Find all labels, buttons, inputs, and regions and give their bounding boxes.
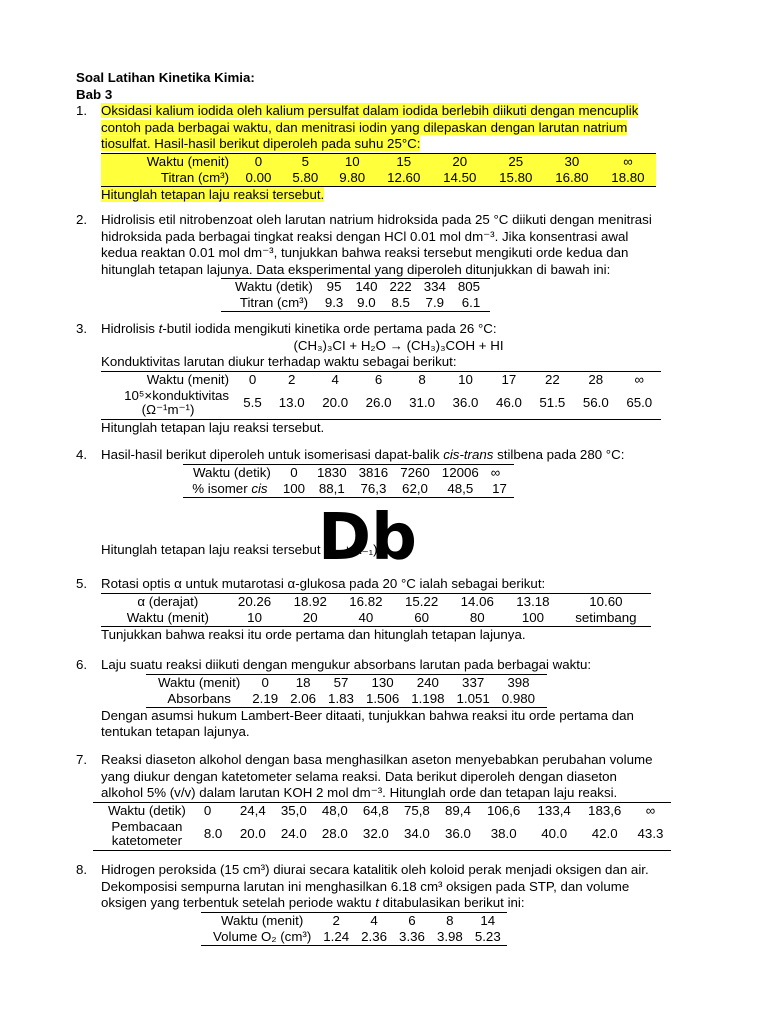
question-number: 7. — [76, 752, 88, 767]
table-cell: 0 — [277, 464, 311, 481]
table-cell: 10.60 — [561, 593, 651, 610]
table-cell: 3.98 — [431, 929, 469, 946]
table-cell: 7260 — [394, 464, 436, 481]
question-number: 3. — [76, 321, 88, 336]
table-cell: 28.0 — [314, 819, 355, 851]
table-cell: 6.1 — [452, 295, 490, 312]
question-text: Tunjukkan bahwa reaksi itu orde pertama dan hitunglah tetapan lajunya. — [101, 626, 526, 642]
table-cell: 95 — [319, 279, 350, 296]
table-cell: 9.0 — [349, 295, 383, 312]
question-number: 5. — [76, 576, 88, 591]
table-cell: 48,0 — [314, 802, 355, 819]
row-label: 10⁵×konduktivitas — [124, 387, 230, 403]
question-text: Reaksi diaseton alkohol dengan basa menghasilkan aseton menyebabkan perubahan volume — [101, 752, 653, 767]
data-table — [93, 802, 671, 851]
question-text: ditabulasikan berikut ini: — [378, 895, 525, 910]
data-table — [183, 464, 514, 498]
table-cell: 64,8 — [355, 802, 396, 819]
question-text: Hidrolisis etil nitrobenzoat oleh larutan natrium hidroksida pada 25 °C diikuti dengan menitrasi — [101, 212, 652, 227]
table-cell: 0 — [235, 371, 270, 388]
question-number: 4. — [76, 447, 88, 462]
table-cell: 1.198 — [405, 691, 450, 708]
table-cell: 40 — [338, 610, 394, 627]
table-cell: 22 — [531, 371, 574, 388]
table-cell: 14.06 — [449, 593, 505, 610]
table-cell: Absorbans — [146, 691, 246, 708]
table-cell: 30 — [544, 153, 600, 170]
table-cell — [183, 481, 277, 498]
table-cell: 12006 — [436, 464, 485, 481]
document-title: Soal Latihan Kinetika Kimia: — [76, 70, 255, 85]
table-cell: 1.051 — [451, 691, 496, 708]
table-cell: 3.36 — [393, 929, 431, 946]
question-number: 8. — [76, 862, 88, 877]
table-cell: 1.506 — [360, 691, 405, 708]
table-cell: 5.23 — [469, 929, 507, 946]
table-cell: 24,4 — [232, 802, 273, 819]
table-cell: 15.80 — [488, 170, 544, 187]
table-cell: Waktu (detik) — [221, 279, 319, 296]
table-cell: Waktu (menit) — [101, 610, 227, 627]
table-cell: 56.0 — [574, 388, 617, 420]
question-text-italic: t — [375, 895, 379, 910]
table-cell: 4 — [313, 371, 356, 388]
table-cell: 42.0 — [579, 819, 630, 851]
question-text-italic: t — [158, 321, 163, 336]
data-table — [101, 153, 656, 187]
table-cell: 35,0 — [273, 802, 314, 819]
table-cell: 2 — [270, 371, 313, 388]
table-cell: 5.80 — [282, 170, 329, 187]
table-cell: 9.80 — [329, 170, 376, 187]
question-text: yang diukur dengan katetometer selama reaksi. Data berikut diperoleh dengan diaseton — [101, 768, 617, 784]
table-cell: 12.60 — [376, 170, 432, 187]
table-cell: 43.3 — [630, 819, 671, 851]
question-text: Dekomposisi sempurna larutan ini menghasilkan 6.18 cm³ oksigen pada STP, dan volume — [101, 878, 630, 894]
question-text: contoh pada berbagai waktu, dan menitrasi iodin yang dilepaskan dengan larutan natrium — [101, 119, 628, 135]
row-label-italic: cis — [251, 480, 268, 496]
table-cell: 51.5 — [531, 388, 574, 420]
table-cell: 1830 — [311, 464, 353, 481]
table-cell: 16.80 — [544, 170, 600, 187]
table-cell: 18.92 — [282, 593, 338, 610]
table-cell: 18 — [284, 674, 322, 691]
question-text: Hasil-hasil berikut diperoleh untuk isomerisasi dapat-balik — [101, 447, 444, 462]
table-cell: 20 — [282, 610, 338, 627]
table-cell: 26.0 — [357, 388, 400, 420]
table-cell: 15.22 — [394, 593, 450, 610]
table-cell: 0.00 — [235, 170, 282, 187]
table-cell: 89,4 — [437, 802, 478, 819]
table-cell: 100 — [505, 610, 561, 627]
question-text: oksigen yang terbentuk setelah periode waktu — [101, 895, 376, 910]
table-cell: 8.5 — [384, 295, 418, 312]
question-text: -butil iodida mengikuti kinetika orde pertama pada 26 °C: — [162, 321, 497, 336]
table-cell: 100 — [277, 481, 311, 498]
table-cell: 10 — [227, 610, 283, 627]
table-cell: 15 — [376, 153, 432, 170]
table-cell: 183,6 — [579, 802, 630, 819]
table-cell: 75,8 — [396, 802, 437, 819]
table-cell: 18.80 — [600, 170, 656, 187]
table-cell: Titran (cm³) — [101, 170, 235, 187]
table-cell: setimbang — [561, 610, 651, 627]
table-cell: Waktu (detik) — [93, 802, 201, 819]
table-cell: 31.0 — [400, 388, 443, 420]
table-cell: 40.0 — [529, 819, 580, 851]
table-cell: 8 — [431, 912, 469, 929]
table-cell: 2 — [317, 912, 355, 929]
table-cell: 17 — [487, 371, 530, 388]
table-cell: 5 — [282, 153, 329, 170]
table-cell: 20 — [432, 153, 488, 170]
table-cell: 0 — [201, 802, 233, 819]
table-cell: 76,3 — [353, 481, 395, 498]
question-text: Hidrogen peroksida (15 cm³) diurai secara katalitik oleh koloid perak menjadi oksigen dan air. — [101, 862, 649, 877]
question-text: hitunglah tetapan lajunya. Data eksperimental yang diperoleh ditunjukkan di bawah ini: — [101, 261, 611, 277]
reaction-equation: (CH₃)₃CI + H₂O → (CH₃)₃COH + HI — [293, 337, 504, 353]
table-cell: 240 — [405, 674, 450, 691]
table-cell: 398 — [496, 674, 547, 691]
table-cell: Waktu (menit) — [101, 371, 235, 388]
table-cell: 38.0 — [478, 819, 529, 851]
chapter-label: Bab 3 — [76, 87, 113, 102]
table-cell: 65.0 — [618, 388, 661, 420]
table-cell: 57 — [322, 674, 360, 691]
table-cell: 222 — [384, 279, 418, 296]
question-text: Laju suatu reaksi diikuti dengan mengukur absorbans larutan pada berbagai waktu: — [101, 657, 592, 672]
table-cell: 1.83 — [322, 691, 360, 708]
table-cell: 0 — [235, 153, 282, 170]
table-cell: 62,0 — [394, 481, 436, 498]
data-table — [101, 593, 651, 627]
question-text: Konduktivitas larutan diukur terhadap waktu sebagai berikut: — [101, 354, 457, 369]
question-text: stilbena pada 280 °C: — [493, 447, 625, 462]
table-cell: 6 — [357, 371, 400, 388]
table-cell: 10 — [329, 153, 376, 170]
question-text: Oksidasi kalium iodida oleh kalium persulfat dalam iodida berlebih diikuti dengan mencuplik — [101, 103, 639, 118]
question-text: Dengan asumsi hukum Lambert-Beer ditaati, tunjukkan bahwa reaksi itu orde pertama dan — [101, 707, 634, 723]
question-number: 1. — [76, 103, 88, 118]
table-cell: 337 — [451, 674, 496, 691]
table-cell: 13.0 — [270, 388, 313, 420]
table-cell: Volume O₂ (cm³) — [201, 929, 317, 946]
table-cell: 13.18 — [505, 593, 561, 610]
table-cell: 25 — [488, 153, 544, 170]
question-text: alkohol 5% (v/v) dalam larutan KOH 2 mol dm⁻³. Hitunglah orde dan tetapan laju reaksi. — [101, 785, 618, 800]
table-cell: 14 — [469, 912, 507, 929]
table-cell — [93, 819, 201, 851]
table-cell: 9.3 — [319, 295, 350, 312]
table-cell — [101, 388, 235, 420]
table-cell: ∞ — [630, 802, 671, 819]
question-text-italic: cis-trans — [443, 447, 494, 462]
table-cell: 16.82 — [338, 593, 394, 610]
table-cell: 140 — [349, 279, 383, 296]
table-cell: 20.0 — [232, 819, 273, 851]
question-number: 2. — [76, 212, 88, 227]
question-text: Hitunglah tetapan laju reaksi tersebut (k₁ + k₋₁). — [101, 542, 382, 557]
question-text: tentukan tetapan lajunya. — [101, 724, 250, 739]
table-cell: 3816 — [353, 464, 395, 481]
table-cell: 1.24 — [317, 929, 355, 946]
table-cell: ∞ — [618, 371, 661, 388]
row-label: Pembacaan — [111, 818, 183, 834]
row-label: katetometer — [111, 832, 183, 848]
table-cell: 34.0 — [396, 819, 437, 851]
table-cell: 8 — [400, 371, 443, 388]
table-cell: Waktu (menit) — [201, 912, 317, 929]
table-cell: 14.50 — [432, 170, 488, 187]
table-cell: ∞ — [600, 153, 656, 170]
table-cell: 36.0 — [444, 388, 487, 420]
table-cell: 106,6 — [478, 802, 529, 819]
table-cell: 5.5 — [235, 388, 270, 420]
table-cell: 334 — [418, 279, 452, 296]
table-cell: 80 — [449, 610, 505, 627]
table-cell: 0.980 — [496, 691, 547, 708]
table-cell: 10 — [444, 371, 487, 388]
table-cell: 2.19 — [246, 691, 284, 708]
table-cell: 46.0 — [487, 388, 530, 420]
table-cell: 6 — [393, 912, 431, 929]
question-text: Hitunglah tetapan laju reaksi tersebut. — [101, 186, 325, 202]
data-table — [221, 278, 490, 312]
row-label-unit: (Ω⁻¹m⁻¹) — [141, 401, 195, 417]
table-cell: 24.0 — [273, 819, 314, 851]
table-cell: Titran (cm³) — [221, 295, 319, 312]
table-cell: Waktu (detik) — [183, 464, 277, 481]
table-cell: 130 — [360, 674, 405, 691]
table-cell: 32.0 — [355, 819, 396, 851]
table-cell: 60 — [394, 610, 450, 627]
table-cell: 48,5 — [436, 481, 485, 498]
question-text: Rotasi optis α untuk mutarotasi α-glukosa pada 20 °C ialah sebagai berikut: — [101, 576, 546, 591]
table-cell: α (derajat) — [101, 593, 227, 610]
question-text: kedua reaktan 0.01 mol dm⁻³, tunjukkan bahwa reaksi tersebut mengikuti orde kedua dan — [101, 245, 629, 260]
data-table — [146, 674, 547, 708]
watermark-fragment: Db — [318, 501, 417, 575]
table-cell: 2.36 — [355, 929, 393, 946]
data-table — [201, 912, 507, 946]
table-cell: ∞ — [485, 464, 514, 481]
table-cell: 805 — [452, 279, 490, 296]
table-cell: 8.0 — [201, 819, 233, 851]
table-cell: 20.26 — [227, 593, 283, 610]
table-cell: Waktu (menit) — [101, 153, 235, 170]
table-cell: 28 — [574, 371, 617, 388]
table-cell: 88,1 — [311, 481, 353, 498]
table-cell: 2.06 — [284, 691, 322, 708]
table-cell: 133,4 — [529, 802, 580, 819]
table-cell: 36.0 — [437, 819, 478, 851]
table-cell: 20.0 — [313, 388, 356, 420]
row-label: % isomer — [192, 480, 252, 496]
question-number: 6. — [76, 657, 88, 672]
table-cell: Waktu (menit) — [146, 674, 246, 691]
table-cell: 17 — [485, 481, 514, 498]
data-table — [101, 371, 661, 420]
question-text: hidroksida pada berbagai tingkat reaksi dengan HCl 0.01 mol dm⁻³. Jika konsentrasi awal — [101, 228, 629, 244]
table-cell: 7.9 — [418, 295, 452, 312]
question-text: tiosulfat. Hasil-hasil berikut diperoleh pada suhu 25°C: — [101, 136, 421, 151]
table-cell: 0 — [246, 674, 284, 691]
table-cell: 4 — [355, 912, 393, 929]
question-text: Hidrolisis — [101, 321, 159, 336]
question-text: Hitunglah tetapan laju reaksi tersebut. — [101, 419, 325, 435]
